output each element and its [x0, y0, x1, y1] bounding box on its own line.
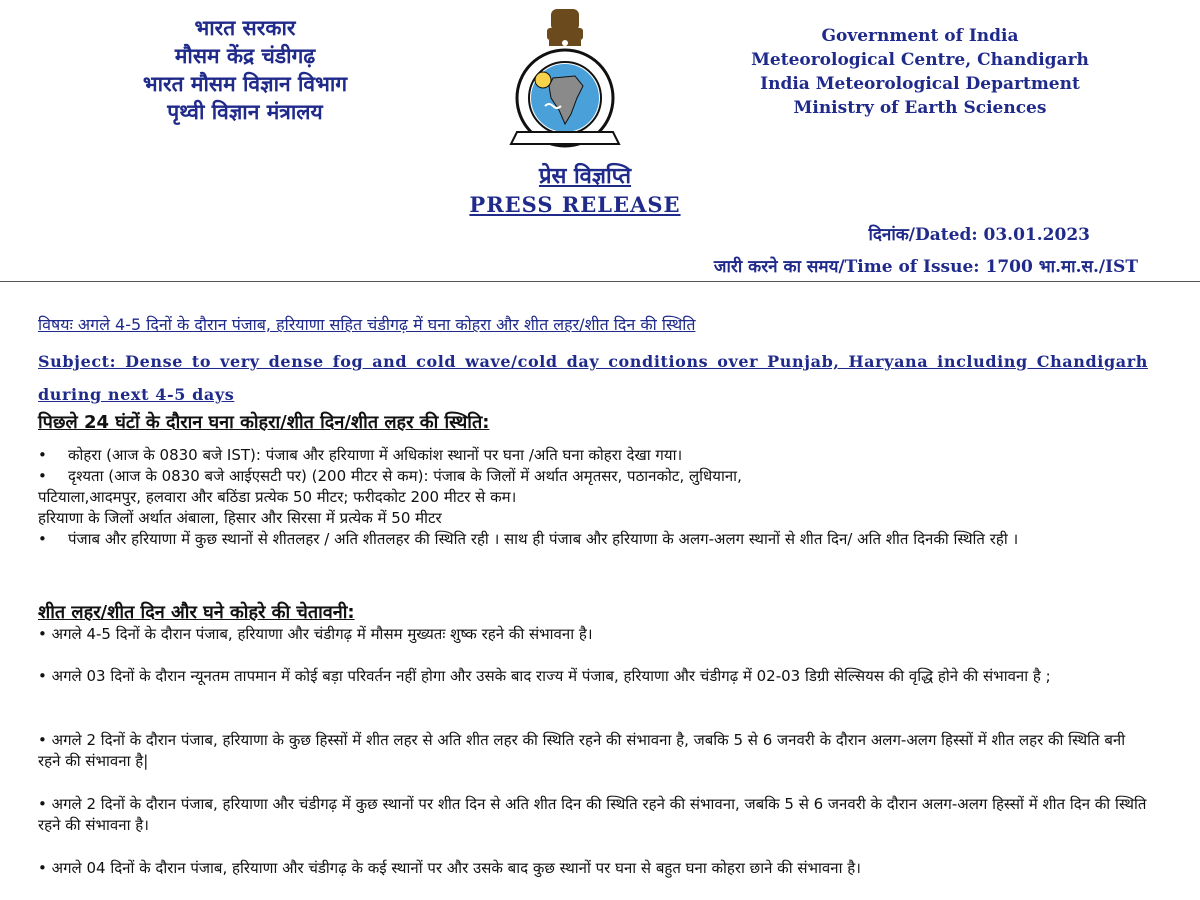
section1-bullet-1-text: कोहरा (आज के 0830 बजे IST): पंजाब और हरियाणा में अधिकांश स्थानों पर घना /अति घना कोहरा देखा गया।: [68, 446, 683, 464]
section1-bullet-2-haryana: हरियाणा के जिलों अर्थात अंबाला, हिसार और सिरसा में प्रत्येक में 50 मीटर: [38, 509, 442, 527]
section1-bullet-3: • पंजाब और हरियाणा में कुछ स्थानों से शीतलहर / अति शीतलहर की स्थिति रही । साथ ही पंजाब और हरियाणा के अलग-अलग स्थानों से शीत दिन/ अति शीत दिनकी स्थिति रही ।: [38, 530, 1019, 548]
header-hindi: [80, 14, 410, 126]
header-english-line-3: India Meteorological Department: [760, 74, 1080, 94]
header-english-line-2: Meteorological Centre, Chandigarh: [751, 50, 1089, 70]
press-release-hindi: प्रेस विज्ञप्ति: [538, 164, 632, 189]
time-of-issue: जारी करने का समय/Time of Issue: 1700 भा.मा.स./IST: [713, 257, 1138, 277]
header-english-line-1: Government of India: [821, 26, 1019, 46]
section1-body: [38, 445, 1148, 550]
header-english-line-4: Ministry of Earth Sciences: [793, 98, 1047, 118]
header-hindi-line-2: मौसम केंद्र चंडीगढ़: [174, 44, 316, 68]
section2-heading: शीत लहर/शीत दिन और घने कोहरे की चेतावनी:: [38, 602, 355, 623]
section1-bullet-2-cont: पटियाला,आदमपुर, हलवारा और बठिंडा प्रत्येक 50 मीटर; फरीदकोट 200 मीटर से कम।: [38, 488, 517, 506]
warning-item-4: • अगले 2 दिनों के दौरान पंजाब, हरियाणा और चंडीगढ़ में कुछ स्थानों पर शीत दिन से अति शीत दिन की स्थिति रहने की संभावना, जबकि 5 से 6 जनवरी के दौरान अलग-अलग हिस्सों में शीत दिन की स्थिति रहने की संभावना है।: [38, 795, 1147, 834]
subject-hindi: विषयः अगले 4-5 दिनों के दौरान पंजाब, हरियाणा सहित चंडीगढ़ में घना कोहरा और शीत लहर/शीत दिन की स्थिति: [38, 315, 696, 334]
warning-item-5: • अगले 04 दिनों के दौरान पंजाब, हरियाणा और चंडीगढ़ के कई स्थानों पर और उसके बाद कुछ स्थानों पर घना से बहुत घना कोहरा छाने की संभावना है।: [38, 859, 861, 877]
header-hindi-line-4: पृथ्वी विज्ञान मंत्रालय: [167, 100, 323, 124]
header-english: [720, 24, 1120, 120]
section1-heading: पिछले 24 घंटों के दौरान घना कोहरा/शीत दिन/शीत लहर की स्थिति:: [38, 412, 490, 433]
header-divider: [0, 281, 1200, 282]
warning-item-2: • अगले 03 दिनों के दौरान न्यूनतम तापमान में कोई बड़ा परिवर्तन नहीं होगा और उसके बाद राज्य में पंजाब, हरियाणा और चंडीगढ़ में 02-03 डिग्री सेल्सियस की वृद्धि होने की संभावना है ;: [38, 667, 1051, 685]
section1-bullet-3-text: पंजाब और हरियाणा में कुछ स्थानों से शीतलहर / अति शीतलहर की स्थिति रही । साथ ही पंजाब और हरियाणा के अलग-अलग स्थानों से शीत दिन/ अति शीत दिनकी स्थिति रही ।: [68, 530, 1019, 548]
imd-emblem-logo: [495, 6, 635, 156]
warning-item-3: • अगले 2 दिनों के दौरान पंजाब, हरियाणा के कुछ हिस्सों में शीत लहर से अति शीत लहर की स्थिति रहने की संभावना है, जबकि 5 से 6 जनवरी के दौरान अलग-अलग हिस्सों में शीत लहर की स्थिति बनी रहने की संभावना है|: [38, 731, 1126, 770]
section1-bullet-1: • कोहरा (आज के 0830 बजे IST): पंजाब और हरियाणा में अधिकांश स्थानों पर घना /अति घना कोहरा देखा गया।: [38, 446, 683, 464]
section1-bullet-2: • दृश्यता (आज के 0830 बजे आईएसटी पर) (200 मीटर से कम): पंजाब के जिलों में अर्थात अमृतसर, पठानकोट, लुधियाना,: [38, 467, 742, 485]
section1-bullet-2-text: दृश्यता (आज के 0830 बजे आईएसटी पर) (200 मीटर से कम): पंजाब के जिलों में अर्थात अमृतसर, पठानकोट, लुधियाना,: [68, 467, 742, 485]
header-hindi-line-1: भारत सरकार: [194, 16, 296, 40]
subject-english: Subject: Dense to very dense fog and cold wave/cold day conditions over Punjab, Haryana including Chandigarh during next 4-5 days: [38, 352, 1148, 404]
press-release-english: PRESS RELEASE: [469, 192, 681, 217]
warning-item-1: • अगले 4-5 दिनों के दौरान पंजाब, हरियाणा और चंडीगढ़ में मौसम मुख्यतः शुष्क रहने की संभावना है।: [38, 625, 593, 643]
header-hindi-line-3: भारत मौसम विज्ञान विभाग: [142, 72, 348, 96]
dated: दिनांक/Dated: 03.01.2023: [868, 225, 1090, 245]
